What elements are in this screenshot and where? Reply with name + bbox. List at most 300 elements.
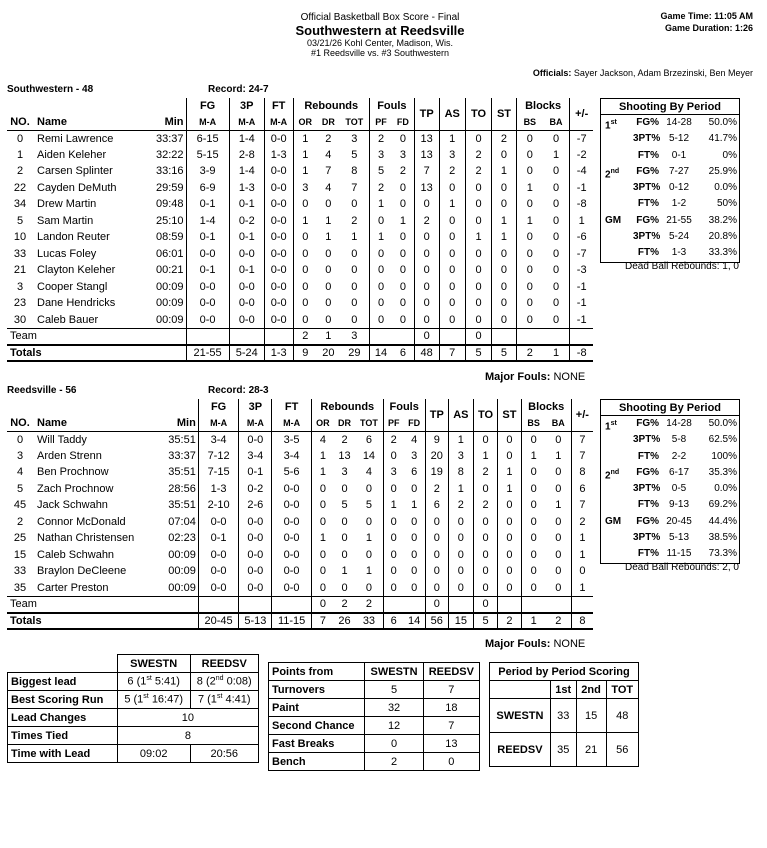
cell-text: 0-0 (264, 279, 293, 296)
cell-text: 3-9 (186, 163, 229, 180)
player-row (7, 180, 593, 197)
cell-text: 0 (492, 262, 517, 279)
cell-text: 5-8 (671, 434, 687, 446)
cell-text: 69.2% (708, 499, 737, 511)
cell-text: 0 (439, 312, 465, 329)
cell-text: 15 (576, 699, 606, 733)
player-row (7, 547, 593, 564)
cell-text: 35:51 (168, 499, 196, 512)
cell-text: 0 (521, 464, 546, 481)
cell-text: 1 (383, 497, 404, 514)
cell-text: Ben Prochnow (37, 466, 109, 479)
cell-text: 0 (498, 497, 521, 514)
cell-text: -7 (570, 130, 593, 147)
cell-text: 1 (411, 499, 418, 512)
cell-text: Team (10, 330, 37, 342)
cell-text: 1 (439, 196, 465, 213)
cell-text: 3P (239, 399, 272, 415)
cell-text: 0 (311, 481, 334, 498)
player-row (7, 246, 593, 263)
shooting-row (601, 196, 739, 212)
cell-text: 32:22 (156, 148, 184, 161)
cell-text: 0 (365, 735, 423, 753)
cell-text: 1 (365, 565, 372, 578)
cell-text: 20:56 (190, 745, 259, 763)
cell-text: M-A (186, 114, 229, 130)
cell-text: 00:09 (156, 297, 184, 310)
cell-text: Blocks (516, 98, 569, 114)
cell-text: 0 (351, 313, 358, 326)
cell-text: 0 (552, 231, 560, 244)
cell-text: 0 (383, 530, 404, 547)
shooting-row (601, 245, 739, 261)
cell-text: 0 (399, 264, 406, 277)
cell-text: 30 (13, 313, 27, 326)
cell-text: 0 (516, 279, 542, 296)
cell-text: 0 (448, 514, 473, 531)
cell-text: 2 (473, 464, 498, 481)
cell-text: 0-0 (264, 312, 293, 329)
cell-text: Carter Preston (37, 581, 109, 594)
cell-text: 5 (1 (124, 693, 144, 706)
cell-text: 0 (498, 547, 521, 564)
cell-text: 0 (399, 313, 406, 326)
shooting-row (601, 229, 739, 245)
shooting-row (601, 148, 739, 164)
cell-text: Points from (269, 663, 365, 681)
cell-text: 28:56 (168, 482, 196, 495)
cell-text: 2 (605, 169, 611, 181)
cell-text: Zach Prochnow (37, 482, 114, 495)
box-score-table (7, 399, 593, 630)
cell-text: DR (321, 116, 335, 127)
cell-text: Best Scoring Run (8, 691, 118, 709)
cell-text: Dane Hendricks (37, 297, 116, 310)
shooting-by-period (600, 98, 740, 263)
shooting-row (601, 432, 739, 448)
cell-text: 0 (383, 481, 404, 498)
cell-text: OR (311, 415, 334, 431)
cell-text: 10 (117, 709, 258, 727)
cell-text: Shooting By Period (601, 400, 739, 416)
cell-text: GM (605, 214, 622, 226)
cell-text: 0 (370, 312, 393, 329)
report-title: Official Basketball Box Score - Final (300, 12, 460, 23)
shooting-row (601, 497, 739, 513)
cell-text: 06:01 (156, 247, 184, 260)
cell-text: 0 (521, 514, 546, 531)
cell-text: 44.4% (708, 515, 737, 527)
cell-text: Min (164, 115, 184, 128)
cell-text: 7 (325, 165, 332, 178)
cell-text: 1 (293, 213, 317, 230)
cell-text: 12 (365, 717, 423, 735)
cell-text: 0 (399, 231, 406, 244)
cell-text: 0 (498, 580, 521, 597)
cell-text: 3PT% (633, 231, 661, 243)
cell-text: Caleb Bauer (37, 313, 99, 326)
cell-text: 0 (571, 563, 593, 580)
cell-text: 07:04 (168, 515, 196, 528)
team-row (7, 596, 593, 613)
cell-text: 2 (325, 132, 332, 145)
cell-text: 2-10 (198, 497, 239, 514)
cell-text: 0 (473, 547, 498, 564)
cell-text: 1-3 (264, 345, 293, 362)
cell-text: 00:09 (168, 565, 196, 578)
cell-text: 0 (16, 132, 24, 145)
cell-text: 0-0 (239, 580, 272, 597)
team-row (7, 328, 593, 345)
cell-text: 21 (576, 733, 606, 767)
game-duration: Game Duration: 1:26 (664, 23, 753, 33)
cell-text: 0-0 (272, 563, 312, 580)
cell-text: 1 (325, 330, 332, 342)
cell-text: 0-0 (272, 514, 312, 531)
game-time: Game Time: 11:05 AM (660, 11, 753, 21)
cell-text: 00:09 (156, 280, 184, 293)
cell-text: BS (516, 114, 542, 130)
cell-text: 0-12 (668, 182, 689, 194)
cell-text: 8 (351, 165, 358, 178)
cell-text: REEDSV (190, 655, 259, 673)
cell-text: 0 (492, 180, 517, 197)
cell-text: TO (465, 98, 491, 130)
cell-text: 0-1 (186, 229, 229, 246)
cell-text: 5 (492, 345, 517, 362)
cell-text: 5 (351, 148, 358, 161)
cell-text: 0 (411, 515, 418, 528)
points-from-row (269, 699, 480, 717)
cell-text: 0 (439, 262, 465, 279)
cell-text: 08:59 (156, 231, 184, 244)
cell-text: 0-0 (264, 196, 293, 213)
cell-text: 0 (411, 532, 418, 545)
cell-text: 2-6 (239, 497, 272, 514)
cell-text: 2 (465, 147, 491, 164)
cell-text: FT% (637, 247, 659, 259)
cell-text: 0 (383, 514, 404, 531)
cell-text: 1 (325, 231, 332, 244)
cell-text: 13 (414, 130, 439, 147)
cell-text: 0 (448, 563, 473, 580)
cell-text: 38.2% (708, 214, 737, 226)
cell-text: 1 (521, 613, 546, 630)
cell-text: 0 (552, 132, 560, 145)
shooting-row (601, 514, 739, 530)
cell-text: 50.0% (708, 418, 737, 429)
cell-text: Cayden DeMuth (37, 181, 117, 194)
cell-text: 3PT% (633, 434, 661, 446)
cell-text: 2 (605, 470, 611, 482)
cell-text: 5 (370, 163, 393, 180)
cell-text: 0 (473, 596, 498, 613)
cell-text: NONE (553, 371, 586, 383)
cell-text: Aiden Keleher (37, 148, 107, 161)
cell-text: 3 (351, 330, 358, 342)
cell-text: 1 (370, 196, 393, 213)
box-score-table (7, 98, 593, 362)
cell-text: FG% (636, 466, 659, 478)
cell-text: 0 (425, 547, 448, 564)
cell-text: 0 (465, 279, 491, 296)
cell-text: 22 (13, 181, 27, 194)
player-row (7, 431, 593, 448)
cell-text: Team (10, 598, 37, 610)
cell-text: 0 (293, 262, 317, 279)
cell-text: 0 (383, 563, 404, 580)
cell-text: 5-15 (186, 147, 229, 164)
cell-text: 16:47) (151, 693, 184, 706)
cell-text: 1-2 (671, 198, 687, 210)
points-from-row (269, 753, 480, 771)
player-row (7, 563, 593, 580)
cell-text: 0 (293, 229, 317, 246)
cell-text: 1-3 (229, 180, 264, 197)
dead-ball-rebounds: Dead Ball Rebounds: 2, 0 (625, 562, 739, 573)
shooting-row (601, 115, 739, 131)
cell-text: 0 (552, 313, 560, 326)
cell-text: 7 (414, 163, 439, 180)
cell-text: Drew Martin (37, 198, 97, 211)
cell-text: 7 (1 (197, 693, 217, 706)
cell-text: Turnovers (269, 681, 365, 699)
cell-text: Period by Period Scoring (490, 663, 639, 681)
cell-text: st (610, 420, 617, 427)
cell-text: 0 (425, 596, 448, 613)
cell-text: 0 (425, 580, 448, 597)
period-scoring-table (489, 662, 639, 767)
cell-text: 0 (399, 280, 406, 293)
cell-text: 6-17 (668, 466, 689, 478)
cell-text: 2 (370, 180, 393, 197)
cell-text: 0 (414, 279, 439, 296)
cell-text: 0 (370, 279, 393, 296)
cell-text: Lead Changes (8, 709, 118, 727)
cell-text: 0-0 (198, 547, 239, 564)
cell-text: 1 (516, 180, 542, 197)
cell-text: 0-0 (229, 246, 264, 263)
cell-text: 9 (293, 345, 317, 362)
cell-text: 1 (498, 481, 521, 498)
cell-text: 45 (13, 499, 27, 512)
cell-text: M-A (198, 415, 239, 431)
cell-text: Cooper Stangl (37, 280, 108, 293)
cell-text: 09:48 (156, 198, 184, 211)
cell-text: Jack Schwahn (37, 499, 108, 512)
cell-text: 0 (370, 295, 393, 312)
cell-text: 6 (383, 613, 404, 630)
cell-text: 0-0 (272, 530, 312, 547)
cell-text: 0-0 (264, 229, 293, 246)
cell-text: 0-0 (229, 295, 264, 312)
cell-text: 15 (448, 613, 473, 630)
cell-text: 100% (711, 450, 737, 462)
cell-text: 0 (351, 280, 358, 293)
cell-text: 1 (571, 547, 593, 564)
cell-text: 00:09 (168, 581, 196, 594)
cell-text: 7 (439, 345, 465, 362)
cell-text: 20 (425, 448, 448, 465)
player-row (7, 295, 593, 312)
cell-text: 0 (293, 196, 317, 213)
cell-text: 1 (311, 464, 334, 481)
cell-text: 0-0 (264, 180, 293, 197)
cell-text: ST (498, 399, 521, 431)
cell-text: 0 (516, 229, 542, 246)
cell-text: Time with Lead (8, 745, 118, 763)
cell-text: 0 (414, 312, 439, 329)
cell-text: 1 (492, 163, 517, 180)
cell-text: 0 (516, 163, 542, 180)
cell-text: 0 (414, 262, 439, 279)
cell-text: 0:08) (226, 675, 252, 688)
cell-text: 0 (311, 514, 334, 531)
cell-text: 0 (311, 580, 334, 597)
cell-text: 0 (521, 547, 546, 564)
cell-text: 0 (383, 580, 404, 597)
cell-text: 7 (351, 181, 358, 194)
cell-text: 1 (571, 580, 593, 597)
cell-text: 7 (571, 448, 593, 465)
cell-text: 0-1 (229, 196, 264, 213)
cell-text: 3-4 (272, 448, 312, 465)
matchup-title: Southwestern at Reedsville (295, 23, 465, 38)
cell-text: 4 (311, 431, 334, 448)
cell-text: 0-0 (272, 497, 312, 514)
cell-text: FT% (637, 548, 659, 560)
cell-text: PF (383, 415, 404, 431)
cell-text: -8 (570, 345, 593, 362)
cell-text: 5 (341, 499, 348, 512)
cell-text: Caleb Schwahn (37, 548, 115, 561)
summary-row (8, 709, 259, 727)
cell-text: 7-15 (198, 464, 239, 481)
cell-text: 5-24 (668, 231, 689, 243)
cell-text: 20-45 (198, 613, 239, 630)
cell-text: 5 (365, 681, 423, 699)
officials (533, 68, 753, 78)
cell-text: 2 (365, 753, 423, 771)
cell-text: 0-1 (671, 149, 687, 161)
cell-text: 0 (516, 295, 542, 312)
cell-text: TP (425, 399, 448, 431)
cell-text: 6 (411, 466, 418, 479)
cell-text: 0 (492, 246, 517, 263)
cell-text: 2 (293, 328, 317, 345)
summary-row (8, 745, 259, 763)
cell-text: st (146, 675, 152, 683)
cell-text: 0-0 (264, 295, 293, 312)
cell-text: 33:16 (156, 165, 184, 178)
cell-text: 35 (550, 733, 576, 767)
cell-text: 0 (414, 196, 439, 213)
cell-text: 0 (465, 213, 491, 230)
cell-text: FG% (636, 165, 659, 177)
player-row (7, 464, 593, 481)
cell-text: 0 (383, 547, 404, 564)
cell-text: FG (186, 98, 229, 114)
cell-text: Clayton Keleher (37, 264, 116, 277)
cell-text: 0.0% (714, 182, 737, 194)
period-score-row (490, 733, 639, 767)
cell-text: 33.3% (708, 247, 737, 259)
cell-text: 3 (411, 449, 418, 462)
cell-text: 0 (399, 198, 406, 211)
cell-text: 2 (341, 433, 348, 446)
cell-text: 0.0% (714, 483, 737, 495)
cell-text: 19 (425, 464, 448, 481)
cell-text: 2nd (576, 681, 606, 699)
shooting-row (601, 465, 739, 481)
cell-text: 35.3% (708, 466, 737, 478)
cell-text: 3 (341, 466, 348, 479)
cell-text: 29:59 (156, 181, 184, 194)
officials-names: Sayer Jackson, Adam Brzezinski, Ben Meyer (573, 68, 753, 78)
cell-text: FG% (636, 418, 659, 429)
cell-text: 34 (13, 198, 27, 211)
cell-text: 48 (606, 699, 638, 733)
shooting-row (601, 416, 739, 432)
cell-text: TOT (606, 681, 638, 699)
cell-text: 0 (555, 515, 562, 528)
cell-text: 1-3 (671, 247, 687, 259)
cell-text: 0 (521, 580, 546, 597)
cell-text: 0 (521, 497, 546, 514)
shooting-row (601, 180, 739, 196)
cell-text: 9 (425, 431, 448, 448)
cell-text: 00:09 (168, 548, 196, 561)
cell-text: Totals (7, 345, 186, 362)
cell-text: Fouls (383, 399, 425, 415)
cell-text: 3 (399, 148, 406, 161)
cell-text: Major Fouls: (485, 371, 551, 383)
cell-text: 2 (439, 163, 465, 180)
cell-text: 0 (555, 532, 562, 545)
cell-text: 0 (311, 497, 334, 514)
player-row (7, 213, 593, 230)
cell-text: -1 (570, 180, 593, 197)
game-seeds: #1 Reedsville vs. #3 Southwestern (310, 48, 450, 58)
cell-text: 0 (473, 580, 498, 597)
cell-text: 6-9 (186, 180, 229, 197)
cell-text: 0 (465, 295, 491, 312)
cell-text: 2 (16, 165, 24, 178)
cell-text: 1 (498, 464, 521, 481)
cell-text: 6 (425, 497, 448, 514)
cell-text: 4 (325, 181, 332, 194)
cell-text: 0 (552, 165, 560, 178)
cell-text: -4 (570, 163, 593, 180)
cell-text: 5 (365, 499, 372, 512)
cell-text: Shooting By Period (601, 99, 739, 115)
cell-text: SWESTN (365, 663, 423, 681)
cell-text: 1 (552, 148, 560, 161)
player-row (7, 481, 593, 498)
cell-text: 0 (341, 548, 348, 561)
cell-text: 21 (13, 264, 27, 277)
cell-text: 0 (411, 482, 418, 495)
cell-text: 0 (399, 181, 406, 194)
cell-text: 0 (365, 581, 372, 594)
cell-text: 0-0 (186, 246, 229, 263)
cell-text: 7 (423, 717, 479, 735)
cell-text: Nathan Christensen (37, 532, 135, 545)
cell-text: st (143, 693, 149, 701)
cell-text: 0 (555, 581, 562, 594)
cell-text: 1 (492, 213, 517, 230)
cell-text: 0 (465, 246, 491, 263)
